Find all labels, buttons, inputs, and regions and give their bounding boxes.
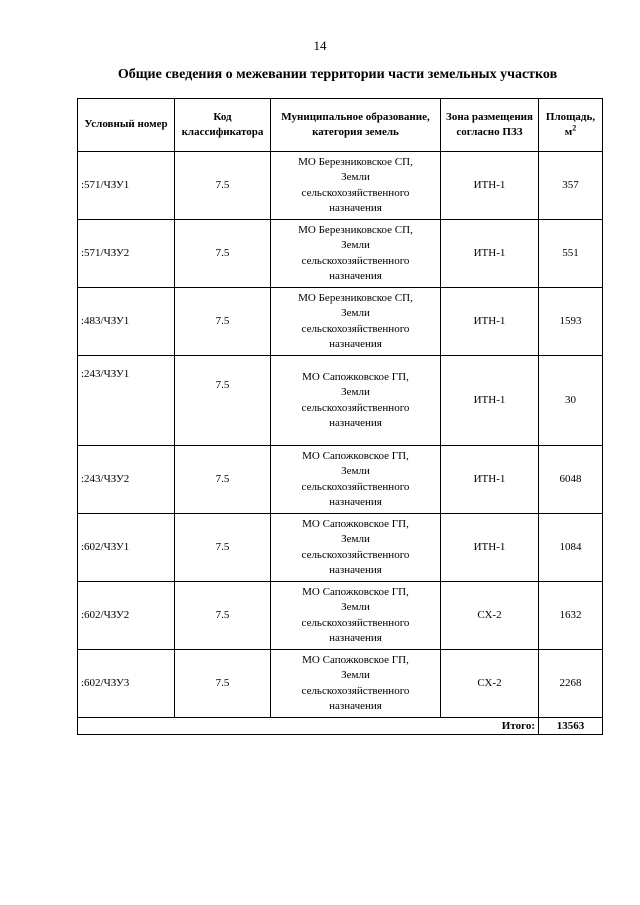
land-category-line: Земли xyxy=(341,386,370,398)
cell-id: :483/ЧЗУ1 xyxy=(78,288,175,356)
land-category-line: Земли xyxy=(341,601,370,613)
page-number: 14 xyxy=(313,38,327,53)
cell-zone: СХ-2 xyxy=(441,650,539,718)
table-row xyxy=(78,356,603,446)
header-area-sup: 2 xyxy=(572,123,577,133)
header-zone: Зона размещения согласно ПЗЗ xyxy=(441,99,539,152)
table-row xyxy=(78,582,603,650)
land-category-line: назначения xyxy=(329,270,382,282)
cell-id: :243/ЧЗУ2 xyxy=(78,446,175,514)
header-code: Код классификатора xyxy=(175,99,271,152)
municipality-name: МО Березниковское СП, xyxy=(298,155,413,168)
cell-municipality xyxy=(271,582,441,650)
municipality-name: МО Сапожковское ГП, xyxy=(302,653,409,666)
table-row xyxy=(78,514,603,582)
cell-code: 7.5 xyxy=(175,288,271,356)
cell-municipality xyxy=(271,220,441,288)
cell-zone: СХ-2 xyxy=(441,582,539,650)
header-municipality: Муниципальное образование, категория земель xyxy=(271,99,441,152)
land-category-line: сельскохозяйственного xyxy=(301,186,410,199)
cell-code: 7.5 xyxy=(175,446,271,514)
land-category-line: Земли xyxy=(341,307,370,319)
land-category-line: Земли xyxy=(341,171,370,183)
cell-code: 7.5 xyxy=(175,582,271,650)
cell-municipality xyxy=(271,356,441,446)
cell-area: 30 xyxy=(539,356,603,446)
table-row xyxy=(78,152,603,220)
land-category-line: сельскохозяйственного xyxy=(301,480,410,493)
land-category-line: Земли xyxy=(341,239,370,251)
cell-municipality xyxy=(271,650,441,718)
cell-code: 7.5 xyxy=(175,514,271,582)
cell-id: :602/ЧЗУ3 xyxy=(78,650,175,718)
municipality-name: МО Сапожковское ГП, xyxy=(302,449,409,462)
land-category-line: сельскохозяйственного xyxy=(301,254,410,267)
land-category-line: сельскохозяйственного xyxy=(301,401,410,414)
table-row xyxy=(78,220,603,288)
cell-municipality xyxy=(271,152,441,220)
parcel-table xyxy=(77,98,603,735)
table-row xyxy=(78,446,603,514)
cell-code: 7.5 xyxy=(175,220,271,288)
land-category-line: сельскохозяйственного xyxy=(301,548,410,561)
cell-municipality xyxy=(271,288,441,356)
cell-zone: ИТН-1 xyxy=(441,514,539,582)
table-header-row xyxy=(78,99,603,152)
municipality-name: МО Сапожковское ГП, xyxy=(302,517,409,530)
cell-area: 1084 xyxy=(539,514,603,582)
cell-area: 551 xyxy=(539,220,603,288)
land-category-line: сельскохозяйственного xyxy=(301,322,410,335)
cell-area: 1593 xyxy=(539,288,603,356)
land-category-line: Земли xyxy=(341,533,370,545)
cell-zone: ИТН-1 xyxy=(441,446,539,514)
cell-id: :571/ЧЗУ1 xyxy=(78,152,175,220)
cell-area: 357 xyxy=(539,152,603,220)
cell-area: 6048 xyxy=(539,446,603,514)
header-id: Условный номер xyxy=(78,99,175,152)
cell-zone: ИТН-1 xyxy=(441,152,539,220)
cell-zone: ИТН-1 xyxy=(441,288,539,356)
land-category-line: сельскохозяйственного xyxy=(301,616,410,629)
cell-municipality xyxy=(271,446,441,514)
cell-id: :602/ЧЗУ1 xyxy=(78,514,175,582)
table-row xyxy=(78,650,603,718)
land-category-line: сельскохозяйственного xyxy=(301,684,410,697)
land-category-line: назначения xyxy=(329,496,382,508)
land-category-line: назначения xyxy=(329,417,382,429)
page-title: Общие сведения о межевании территории части земельных участков xyxy=(117,67,558,82)
land-category-line: Земли xyxy=(341,465,370,477)
cell-area: 1632 xyxy=(539,582,603,650)
municipality-name: МО Березниковское СП, xyxy=(298,291,413,304)
cell-code: 7.5 xyxy=(175,152,271,220)
land-category-line: назначения xyxy=(329,700,382,712)
table-row xyxy=(78,288,603,356)
land-category-line: назначения xyxy=(329,564,382,576)
municipality-name: МО Березниковское СП, xyxy=(298,223,413,236)
municipality-name: МО Сапожковское ГП, xyxy=(302,370,409,383)
land-category-line: назначения xyxy=(329,632,382,644)
land-category-line: назначения xyxy=(329,338,382,350)
cell-zone: ИТН-1 xyxy=(441,356,539,446)
cell-id: :243/ЧЗУ1 xyxy=(78,356,175,446)
cell-code: 7.5 xyxy=(175,356,271,446)
cell-id: :571/ЧЗУ2 xyxy=(78,220,175,288)
total-label: Итого: xyxy=(78,718,539,735)
land-category-line: назначения xyxy=(329,202,382,214)
cell-id: :602/ЧЗУ2 xyxy=(78,582,175,650)
cell-zone: ИТН-1 xyxy=(441,220,539,288)
total-value: 13563 xyxy=(539,718,603,735)
total-row xyxy=(78,718,603,735)
land-category-line: Земли xyxy=(341,669,370,681)
municipality-name: МО Сапожковское ГП, xyxy=(302,585,409,598)
cell-area: 2268 xyxy=(539,650,603,718)
cell-municipality xyxy=(271,514,441,582)
header-area-label: Площадь, м xyxy=(545,110,596,138)
cell-code: 7.5 xyxy=(175,650,271,718)
header-area xyxy=(539,99,603,152)
